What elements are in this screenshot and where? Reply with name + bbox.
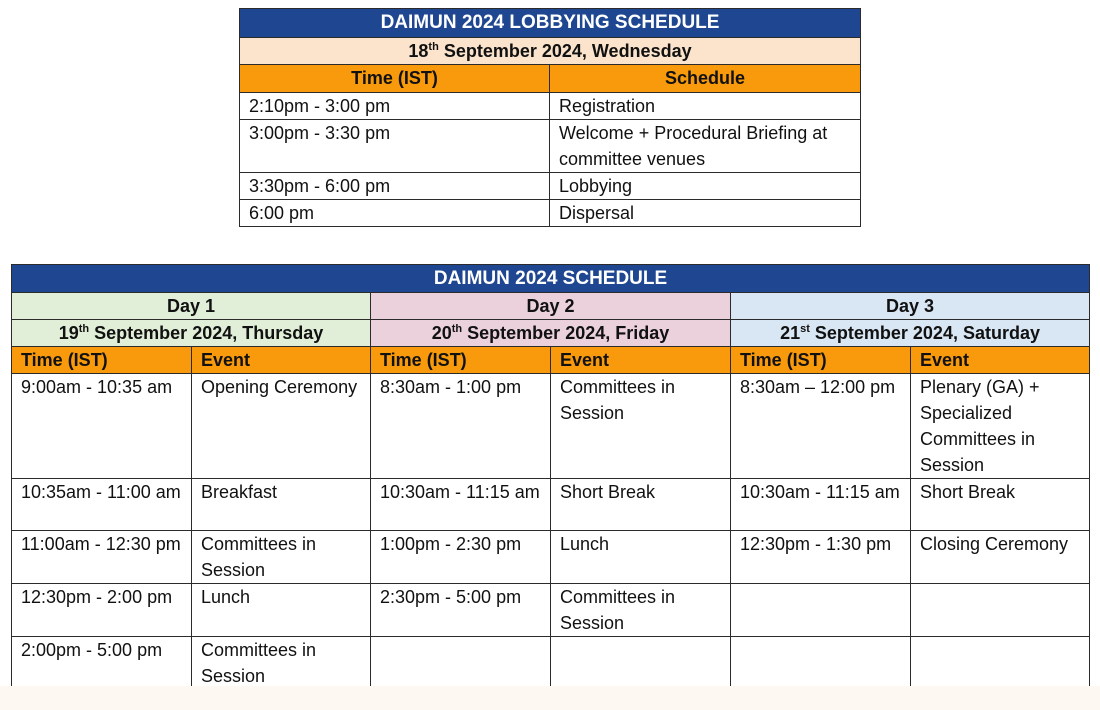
conference-schedule-table — [11, 264, 1090, 690]
day-3-time: 12:30pm - 1:30 pm — [731, 531, 911, 584]
day-2-time — [371, 637, 551, 690]
lobbying-time: 3:00pm - 3:30 pm — [240, 120, 550, 173]
lobbying-title: DAIMUN 2024 LOBBYING SCHEDULE — [240, 9, 861, 38]
table-row — [12, 531, 1090, 584]
day-3-event: Short Break — [911, 479, 1090, 531]
lobbying-date: 18th September 2024, Wednesday — [240, 38, 861, 65]
lobbying-time: 6:00 pm — [240, 200, 550, 227]
day-1-event: Opening Ceremony — [192, 374, 371, 479]
lobbying-activity: Registration — [550, 93, 861, 120]
day-3-time — [731, 584, 911, 637]
day-2-event: Committees in Session — [551, 584, 731, 637]
day-2-event-header: Event — [551, 347, 731, 374]
day-1-event: Lunch — [192, 584, 371, 637]
day-1-event: Committees in Session — [192, 531, 371, 584]
day-1-time: 11:00am - 12:30 pm — [12, 531, 192, 584]
day-3-date: 21st September 2024, Saturday — [731, 320, 1090, 347]
day-3-event: Closing Ceremony — [911, 531, 1090, 584]
lobbying-schedule-table — [239, 8, 861, 227]
day-2-time: 2:30pm - 5:00 pm — [371, 584, 551, 637]
lobbying-time-header: Time (IST) — [240, 65, 550, 93]
day-2-time-header: Time (IST) — [371, 347, 551, 374]
table-row — [240, 200, 861, 227]
day-1-time: 9:00am - 10:35 am — [12, 374, 192, 479]
day-2-time: 8:30am - 1:00 pm — [371, 374, 551, 479]
schedule-title: DAIMUN 2024 SCHEDULE — [12, 265, 1090, 293]
day-2-event: Lunch — [551, 531, 731, 584]
lobbying-activity: Welcome + Procedural Briefing at committee venues — [550, 120, 861, 173]
day-2-event: Committees in Session — [551, 374, 731, 479]
day-3-event — [911, 584, 1090, 637]
table-row — [240, 173, 861, 200]
day-1-time: 12:30pm - 2:00 pm — [12, 584, 192, 637]
day-1-time: 10:35am - 11:00 am — [12, 479, 192, 531]
day-1-time: 2:00pm - 5:00 pm — [12, 637, 192, 690]
day-2-time: 1:00pm - 2:30 pm — [371, 531, 551, 584]
day-3-time-header: Time (IST) — [731, 347, 911, 374]
table-row — [12, 584, 1090, 637]
table-row — [12, 479, 1090, 531]
table-row — [12, 374, 1090, 479]
table-row — [240, 93, 861, 120]
day-1-event: Breakfast — [192, 479, 371, 531]
day-3-time — [731, 637, 911, 690]
day-2-label: Day 2 — [371, 293, 731, 320]
day-1-event: Committees in Session — [192, 637, 371, 690]
day-1-time-header: Time (IST) — [12, 347, 192, 374]
day-3-event-header: Event — [911, 347, 1090, 374]
day-1-date: 19th September 2024, Thursday — [12, 320, 371, 347]
lobbying-time: 2:10pm - 3:00 pm — [240, 93, 550, 120]
day-2-date: 20th September 2024, Friday — [371, 320, 731, 347]
day-2-time: 10:30am - 11:15 am — [371, 479, 551, 531]
lobbying-activity: Lobbying — [550, 173, 861, 200]
day-3-label: Day 3 — [731, 293, 1090, 320]
day-2-event — [551, 637, 731, 690]
page-bottom-strip — [0, 686, 1100, 710]
day-3-time: 8:30am – 12:00 pm — [731, 374, 911, 479]
day-3-event: Plenary (GA) + Specialized Committees in Session — [911, 374, 1090, 479]
day-1-event-header: Event — [192, 347, 371, 374]
lobbying-activity: Dispersal — [550, 200, 861, 227]
table-row — [240, 120, 861, 173]
lobbying-time: 3:30pm - 6:00 pm — [240, 173, 550, 200]
lobbying-schedule-header: Schedule — [550, 65, 861, 93]
day-1-label: Day 1 — [12, 293, 371, 320]
day-3-event — [911, 637, 1090, 690]
day-2-event: Short Break — [551, 479, 731, 531]
table-row — [12, 637, 1090, 690]
day-3-time: 10:30am - 11:15 am — [731, 479, 911, 531]
